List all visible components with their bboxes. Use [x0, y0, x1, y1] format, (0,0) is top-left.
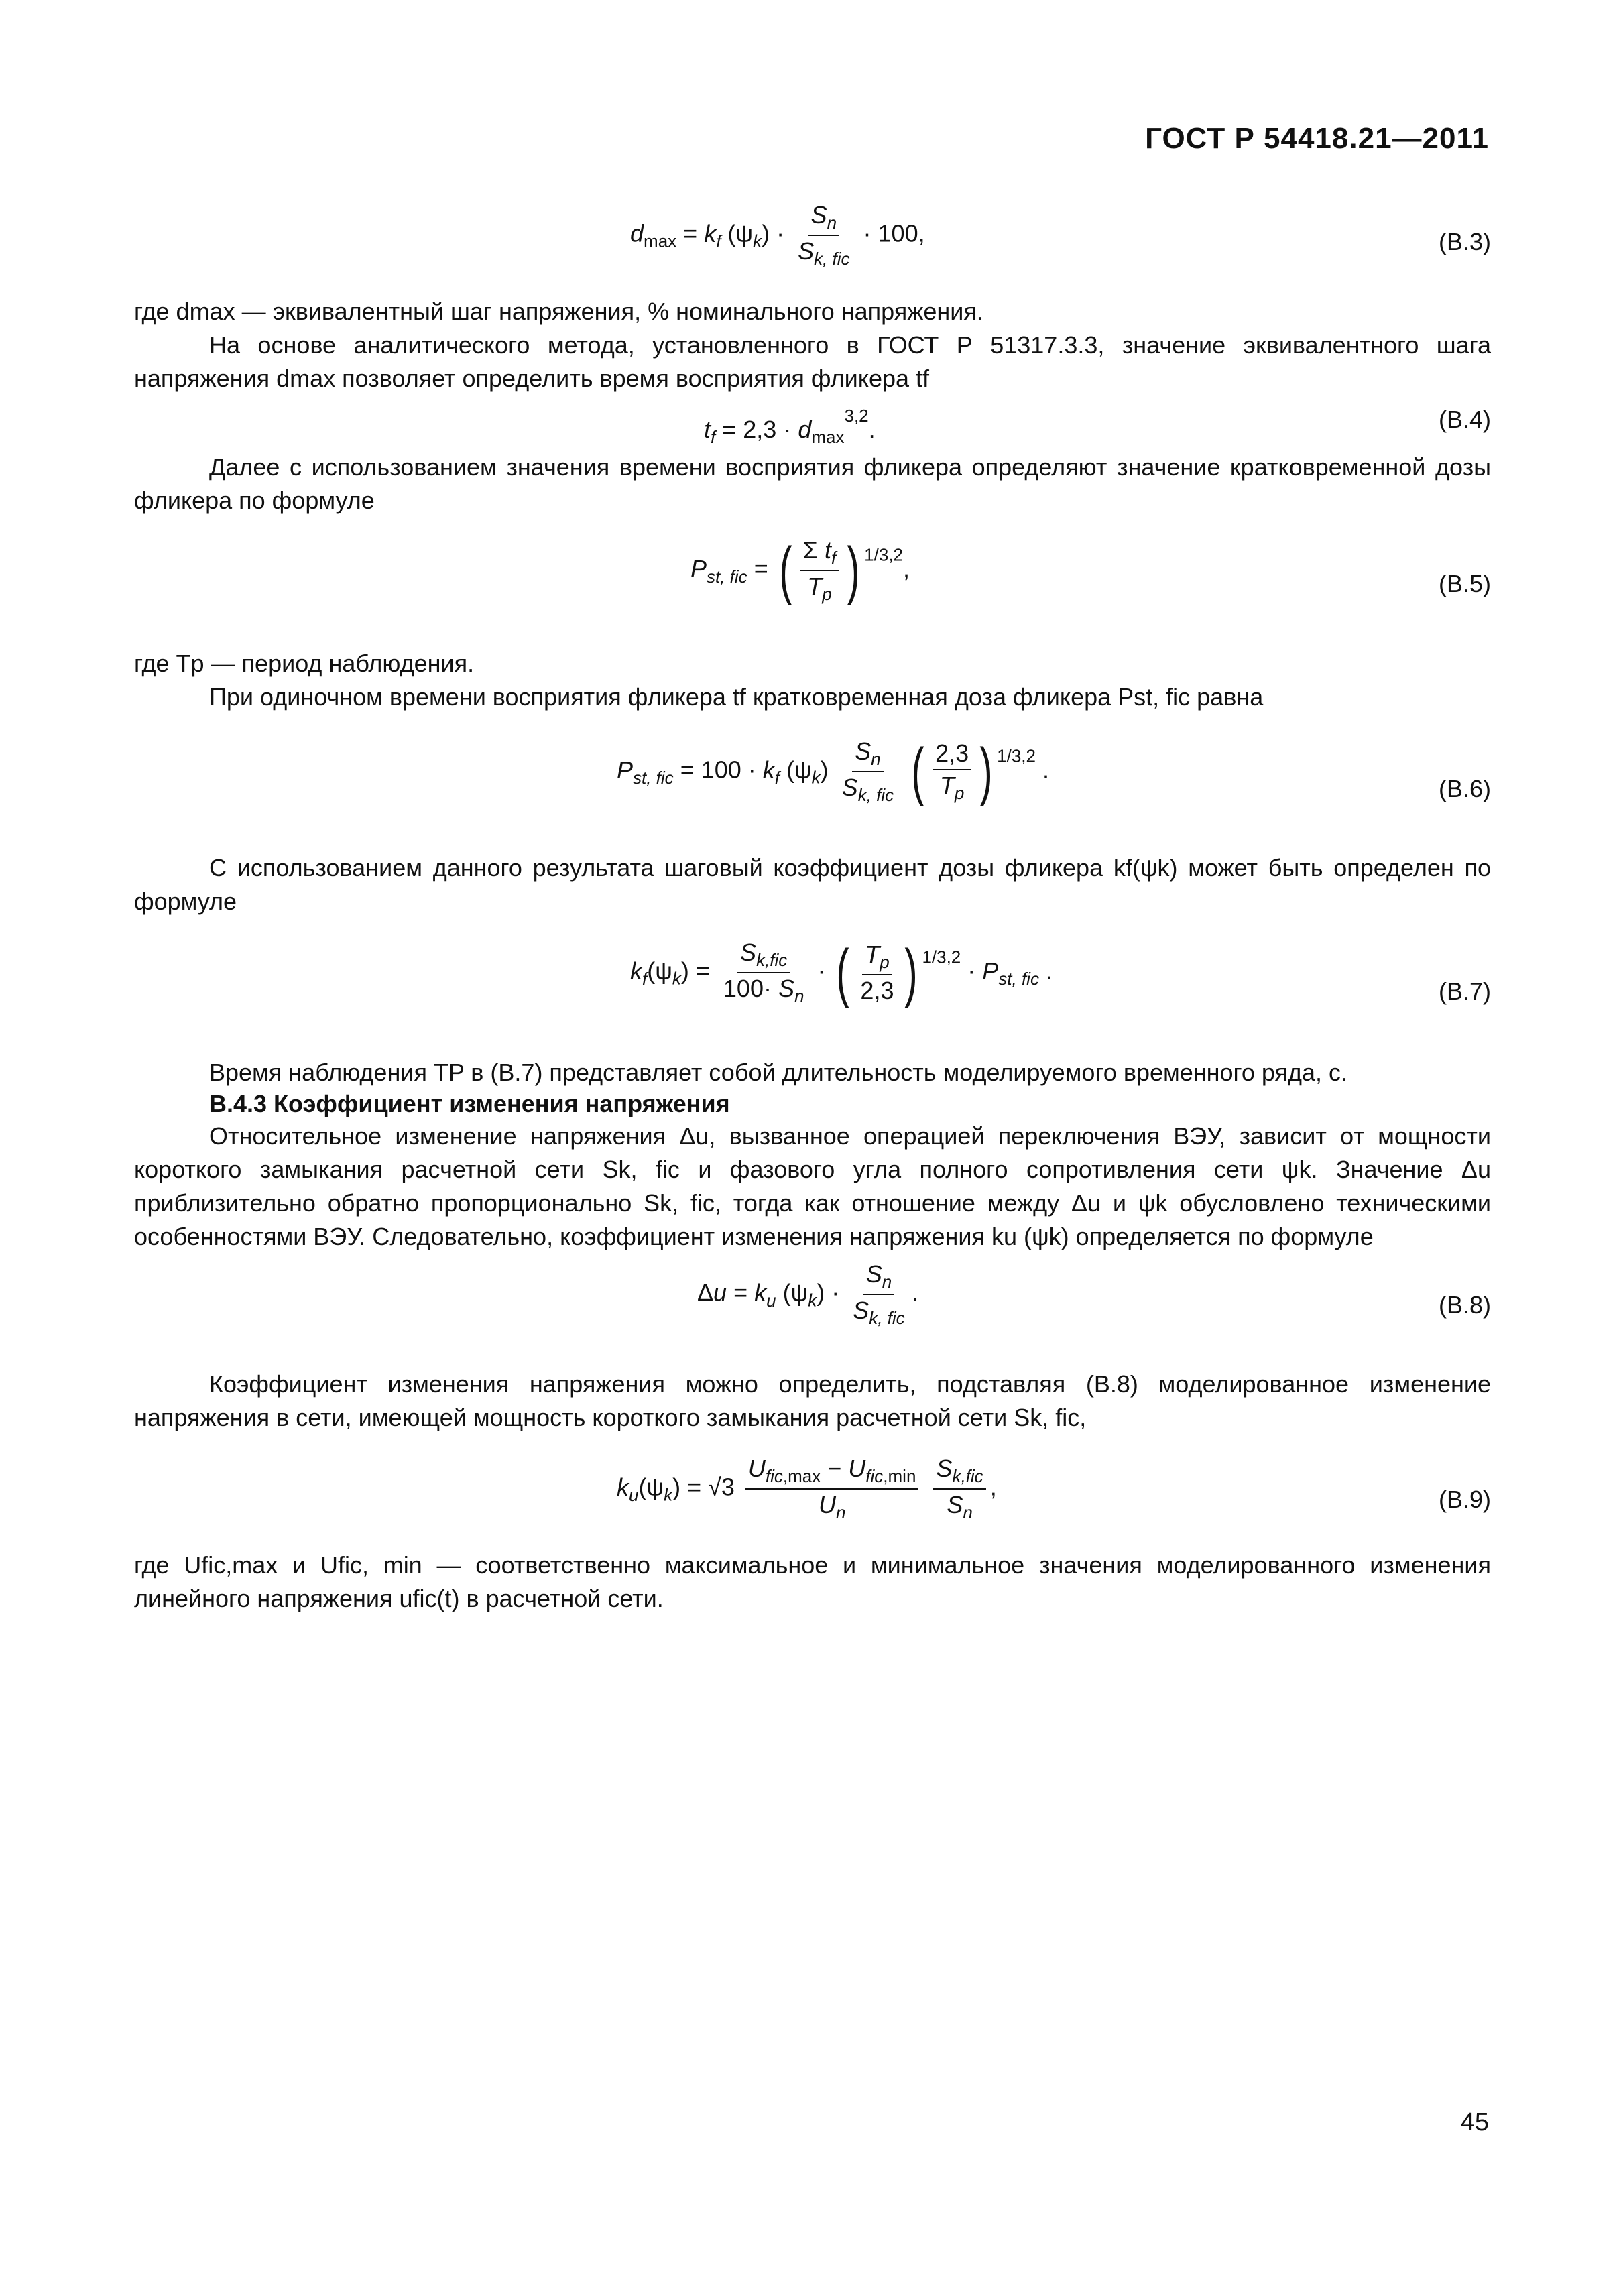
equation-b9	[134, 1455, 1491, 1535]
formula-b9: $k_u(\psi_k) = √3$ $\frac{U_{fic,max} - U_{fic,min}}{U_n}$ $\frac{S_{k,fic}}{S_n}$ ,	[617, 1455, 997, 1522]
equation-number: (B.3)	[1438, 228, 1491, 255]
equation-number: (B.5)	[1438, 570, 1491, 597]
equation-b4	[134, 406, 1491, 446]
equation-number: (B.9)	[1438, 1486, 1491, 1513]
equation-number: (B.4)	[1438, 406, 1491, 433]
page-number: 45	[1460, 2108, 1489, 2136]
paragraph: При одиночном времени восприятия фликера tf кратковременная доза фликера Pst, fic равна	[209, 683, 1264, 711]
formula-b4: $t_f = 2,3 \cdot d_{max}^{3,2}$.	[704, 406, 876, 447]
formula-b7: $k_f(\psi_k)$ = $\frac{S_{k,fic}}{100\cdot S_n}$ · ( $\frac{T_p}{2,3}$ ) $^{1/3,2} \cdot P_{st, fic}$ .	[630, 936, 1053, 1008]
section-heading: B.4.3 Коэффициент изменения напряжения	[209, 1090, 730, 1117]
paragraph: Относительное изменение напряжения Δu, вызванное операцией переключения ВЭУ, зависит от мощности короткого замыкания расчетной сети Sk, fic и фазового угла полного сопротивления сети ψk. Значение Δu приблизительно обратно пропорционально Sk, fic, тогда как отношение между Δu и ψk обусловлено техническими особенностями ВЭУ. Следовательно, коэффициент изменения напряжения ku (ψk) определяется по формуле	[134, 1122, 1491, 1250]
equation-number: (B.8)	[1438, 1291, 1491, 1319]
equation-b3	[134, 201, 1491, 269]
paragraph: На основе аналитического метода, установленного в ГОСТ Р 51317.3.3, значение эквивалентного шага напряжения dmax позволяет определить время восприятия фликера tf	[134, 331, 1491, 392]
paragraph: Время наблюдения TP в (B.7) представляет собой длительность моделируемого временного ряда, с.	[209, 1059, 1348, 1086]
paragraph: где Tp — период наблюдения.	[134, 650, 475, 677]
equation-number: (B.7)	[1438, 977, 1491, 1005]
paragraph: Коэффициент изменения напряжения можно определить, подставляя (B.8) моделированное изменение напряжения в сети, имеющей мощность короткого замыкания расчетной сети Sk, fic,	[134, 1370, 1491, 1431]
formula-b3: $d_{max} = k_f$ $(\psi_k)$ · $\frac{S_n}{S_{k, fic}}$ · 100,	[630, 201, 925, 269]
paragraph: С использованием данного результата шаговый коэффициент дозы фликера kf(ψk) может быть определен по формуле	[134, 854, 1491, 915]
equation-b7	[134, 936, 1491, 1032]
equation-b5	[134, 536, 1491, 623]
equation-number: (B.6)	[1438, 775, 1491, 802]
formula-b6: $P_{st, fic} = 100 \cdot k_f$ $(\psi_k)$ $\frac{S_n}{S_{k, fic}}$ ( $\frac{2,3}{T_p}$ ) $^{1/3,2}$ .	[617, 735, 1049, 807]
paragraph: где Ufic,max и Ufic, min — соответственно максимальное и минимальное значения моделированного изменения линейного напряжения ufic(t) в расчетной сети.	[134, 1551, 1491, 1612]
formula-b5: $P_{st, fic}$ = ( $\frac{\Sigma t_f}{T_p}$ ) $^{1/3,2}$,	[690, 534, 910, 606]
paragraph: где dmax — эквивалентный шаг напряжения, % номинального напряжения.	[134, 298, 983, 325]
paragraph: Далее с использованием значения времени восприятия фликера определяют значение кратковременной дозы фликера по формуле	[134, 453, 1491, 514]
document-header: ГОСТ Р 54418.21—2011	[1145, 122, 1489, 155]
equation-b8	[134, 1260, 1491, 1334]
formula-b8: $\Delta u = k_u$ $(\psi_k)$ · $\frac{S_n}{S_{k, fic}}$ .	[697, 1260, 918, 1328]
equation-b6	[134, 737, 1491, 831]
